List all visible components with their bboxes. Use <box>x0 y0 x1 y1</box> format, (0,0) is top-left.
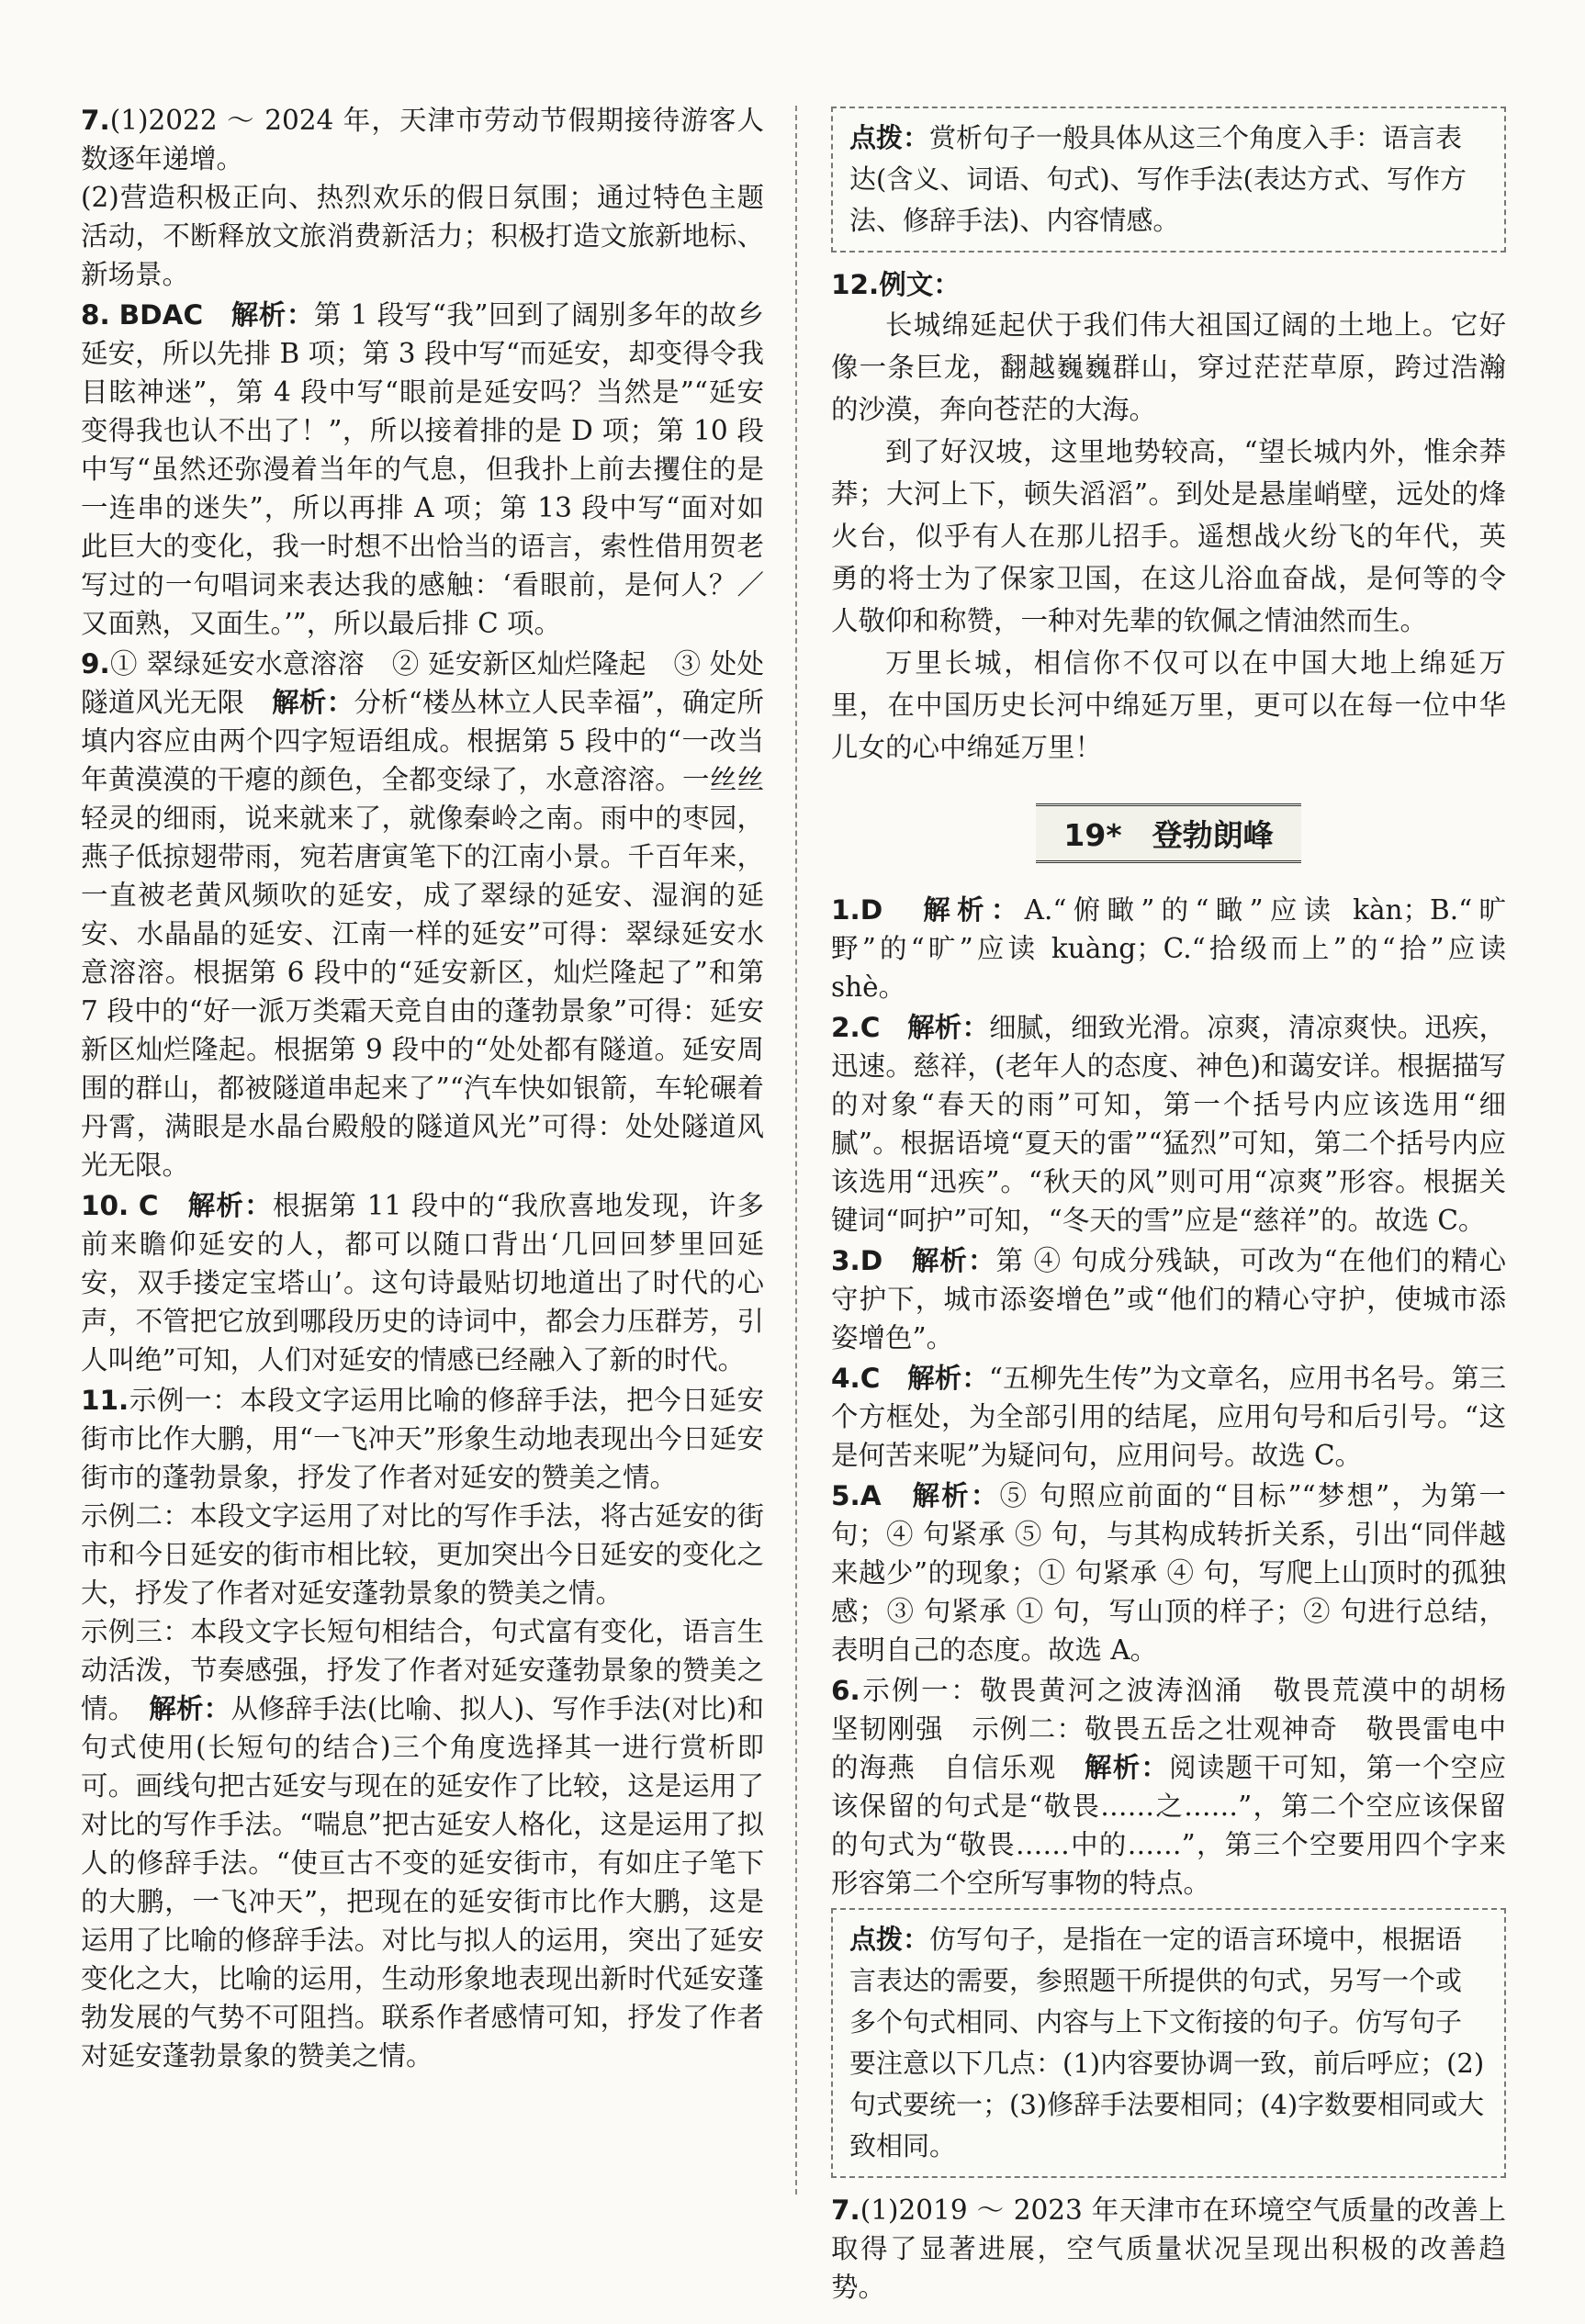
r4-analysis-label: 解析： <box>907 1363 989 1394</box>
r1-answer: D <box>860 894 883 926</box>
r3-number: 3. <box>831 1245 860 1276</box>
r3-analysis-label: 解析： <box>911 1245 996 1276</box>
q10-analysis: 根据第 11 段中的“我欣喜地发现，许多前来瞻仰延安的人，都可以随口背出‘几回回梦里回延安，双手搂定宝塔山’。这句诗最贴切地道出了时代的心声，不管把它放到哪段历史的诗词中，都会力压群芳，引人叫绝”可知，人们对延安的情感已经融入了新的时代。 <box>81 1190 764 1375</box>
q7-number: 7. <box>81 105 110 136</box>
r6-analysis-label: 解析： <box>1085 1752 1170 1783</box>
right-column <box>831 101 1534 2308</box>
q12-essay <box>831 304 1506 769</box>
q9-number: 9. <box>81 648 110 679</box>
answer-q11 <box>81 1381 764 2075</box>
left-column <box>81 101 764 2077</box>
answer-r3 <box>831 1241 1506 1357</box>
q11-example-2: 示例二：本段文字运用了对比的写作手法，将古延安的街市和今日延安的街市相比较，更加突出今日延安的变化之大，抒发了作者对延安蓬勃景象的赞美之情。 <box>81 1500 764 1609</box>
q11-number: 11. <box>81 1385 129 1416</box>
r1-number: 1. <box>831 894 860 926</box>
answer-r5 <box>831 1476 1506 1669</box>
r3-answer: D <box>860 1245 883 1276</box>
lesson-heading <box>831 803 1506 863</box>
answer-r2 <box>831 1008 1506 1240</box>
q11-example-3: 示例三：本段文字长短句相结合，句式富有变化，语言生动活泼，节奏感强，抒发了作者对延安蓬勃景象的赞美之情。 <box>81 1616 764 1724</box>
q7-part2: (2)营造积极正向、热烈欢乐的假日氛围；通过特色主题活动，不断释放文旅消费新活力；积极打造文旅新地标、新场景。 <box>81 182 764 290</box>
r3-analysis: 第 ④ 句成分残缺，可改为“在他们的精心守护下，城市添姿增色”或“他们的精心守护，使城市添姿增色”。 <box>831 1245 1506 1353</box>
tip1-text: 赏析句子一般具体从这三个角度入手：语言表达(含义、词语、句式)、写作手法(表达方式、写作方法、修辞手法)、内容情感。 <box>849 122 1467 236</box>
q9-answer: ① 翠绿延安水意溶溶 ② 延安新区灿烂隆起 ③ 处处隧道风光无限 <box>81 648 764 718</box>
r5-analysis-label: 解析： <box>912 1480 1000 1511</box>
q8-analysis: 第 1 段写“我”回到了阔别多年的故乡延安，所以先排 B 项；第 3 段中写“而延安，却变得令我目眩神迷”，第 4 段中写“眼前是延安吗？当然是”“延安变得我也认不出了！”，所以接着排的是 D 项；第 10 段中写“虽然还弥漫着当年的气息，但我扑上前去攫住的是一连串的迷失”，所以再排 A 项；第 13 段中写“面对如此巨大的变化，我一时想不出恰当的语言，索性借用贺老写过的一句唱词来表达我的感触：‘看眼前，是何人？／又面熟，又面生。’”，所以最后排 C 项。 <box>81 299 764 639</box>
answer-q7 <box>81 101 764 294</box>
r7-number: 7. <box>831 2195 860 2226</box>
r1-analysis-label: 解析： <box>923 894 1025 926</box>
tip2-text: 仿写句子，是指在一定的语言环境中，根据语言表达的需要，参照题干所提供的句式，另写一个或多个句式相同、内容与上下文衔接的句子。仿写句子要注意以下几点：(1)内容要协调一致，前后呼应；(2)句式要统一；(3)修辞手法要相同；(4)字数要相同或大致相同。 <box>849 1924 1485 2161</box>
r2-analysis: 细腻，细致光滑。凉爽，清凉爽快。迅疾，迅速。慈祥，(老年人的态度、神色)和蔼安详。根据描写的对象“春天的雨”可知，第一个括号内应该选用“细腻”。根据语境“夏天的雷”“猛烈”可知，第二个括号内应该选用“迅疾”。“秋天的风”则可用“凉爽”形容。根据关键词“呵护”可知，“冬天的雪”应是“慈祥”的。故选 C。 <box>831 1012 1506 1236</box>
r4-number: 4. <box>831 1363 860 1394</box>
r2-number: 2. <box>831 1012 860 1043</box>
r2-analysis-label: 解析： <box>907 1012 990 1043</box>
essay-paragraph: 长城绵延起伏于我们伟大祖国辽阔的土地上。它好像一条巨龙，翻越巍巍群山，穿过茫茫草原，跨过浩瀚的沙漠，奔向苍茫的大海。 <box>831 309 1506 425</box>
r5-answer: A <box>860 1480 882 1511</box>
q10-analysis-label: 解析： <box>187 1190 273 1221</box>
r6-number: 6. <box>831 1675 860 1706</box>
answer-q8 <box>81 296 764 643</box>
answer-r4 <box>831 1359 1506 1475</box>
column-divider <box>795 106 797 2195</box>
essay-paragraph: 到了好汉坡，这里地势较高，“望长城内外，惟余莽莽；大河上下，顿失滔滔”。到处是悬崖峭壁，远处的烽火台，似乎有人在那儿招手。遥想战火纷飞的年代，英勇的将士为了保家卫国，在这儿浴血奋战，是何等的令人敬仰和称赞，一种对先辈的钦佩之情油然而生。 <box>831 436 1506 636</box>
answer-r7 <box>831 2191 1506 2307</box>
r1-analysis: A.“俯瞰”的“瞰”应读 kàn；B.“旷野”的“旷”应读 kuàng；C.“拾级而上”的“拾”应读 shè。 <box>831 894 1506 1003</box>
q10-answer: C <box>138 1190 159 1221</box>
q11-example-1: 示例一：本段文字运用比喻的修辞手法，把今日延安街市比作大鹏，用“一飞冲天”形象生动地表现出今日延安街市的蓬勃景象，抒发了作者对延安的赞美之情。 <box>81 1385 764 1493</box>
tip-box-1 <box>831 107 1506 253</box>
r4-answer: C <box>860 1363 881 1394</box>
answer-r1 <box>831 891 1506 1006</box>
r6-answer: 示例一：敬畏黄河之波涛汹涌 敬畏荒漠中的胡杨 坚韧刚强 示例二：敬畏五岳之壮观神奇 敬畏雷电中的海燕 自信乐观 <box>831 1675 1534 1783</box>
answer-q10 <box>81 1186 764 1379</box>
lesson-title: 19* 登勃朗峰 <box>1036 803 1300 863</box>
q9-analysis: 分析“楼丛林立人民幸福”，确定所填内容应由两个四字短语组成。根据第 5 段中的“一改当年黄漠漠的干瘪的颜色，全都变绿了，水意溶溶。一丝丝轻灵的细雨，说来就来了，就像秦岭之南。雨中的枣园，燕子低掠翅带雨，宛若唐寅笔下的江南小景。千百年来，一直被老黄风频吹的延安，成了翠绿的延安、湿润的延安、水晶晶的延安、江南一样的延安”可得：翠绿延安水意溶溶。根据第 6 段中的“延安新区，灿烂隆起了”和第 7 段中的“好一派万类霜天竞自由的蓬勃景象”可得：延安新区灿烂隆起。根据第 9 段中的“处处都有隧道。延安周围的群山，都被隧道串起来了”“汽车快如银箭，车轮碾着丹霄，满眼是水晶台殿般的隧道风光”可得：处处隧道风光无限。 <box>81 687 764 1181</box>
tip2-label: 点拨： <box>849 1924 930 1955</box>
r7-text: (1)2019 ～ 2023 年天津市在环境空气质量的改善上取得了显著进展，空气质量状况呈现出积极的改善趋势。 <box>831 2195 1506 2303</box>
tip1-label: 点拨： <box>849 122 930 153</box>
q12-title: 例文： <box>879 269 961 300</box>
q10-number: 10. <box>81 1190 129 1221</box>
q8-number: 8. <box>81 299 110 331</box>
tip-box-2 <box>831 1908 1506 2178</box>
q8-analysis-label: 解析： <box>230 299 314 331</box>
r4-analysis: “五柳先生传”为文章名，应用书名号。第三个方框处，为全部引用的结尾，应用句号和后引号。“这是何苦来呢”为疑问句，应用问号。故选 C。 <box>831 1363 1506 1471</box>
r5-analysis: ⑤ 句照应前面的“目标”“梦想”，为第一句；④ 句紧承 ⑤ 句，与其构成转折关系，引出“同伴越来越少”的现象；① 句紧承 ④ 句，写爬上山顶时的孤独感；③ 句紧承 ① 句，写山顶的样子；② 句进行总结，表明自己的态度。故选 A。 <box>831 1480 1506 1666</box>
q11-analysis-label: 解析： <box>149 1693 231 1724</box>
q7-part1: (1)2022 ～ 2024 年，天津市劳动节假期接待游客人数逐年递增。 <box>81 105 764 174</box>
answer-q9 <box>81 645 764 1184</box>
answer-r6 <box>831 1671 1534 1903</box>
r6-analysis: 阅读题干可知，第一个空应该保留的句式是“敬畏……之……”，第二个空应该保留的句式为“敬畏……中的……”，第三个空要用四个字来形容第二个空所写事物的特点。 <box>831 1752 1506 1899</box>
r2-answer: C <box>860 1012 881 1043</box>
essay-paragraph: 万里长城，相信你不仅可以在中国大地上绵延万里，在中国历史长河中绵延万里，更可以在每一位中华儿女的心中绵延万里！ <box>831 647 1506 763</box>
q9-analysis-label: 解析： <box>272 687 354 718</box>
answer-q12 <box>831 265 1506 769</box>
q11-analysis: 从修辞手法(比喻、拟人)、写作手法(对比)和句式使用(长短句的结合)三个角度选择其一进行赏析即可。画线句把古延安与现在的延安作了比较，这是运用了对比的写作手法。“喘息”把古延安人格化，这是运用了拟人的修辞手法。“使亘古不变的延安街市，有如庄子笔下的大鹏，一飞冲天”，把现在的延安街市比作大鹏，这是运用了比喻的修辞手法。对比与拟人的运用，突出了延安变化之大，比喻的运用，生动形象地表现出新时代延安蓬勃发展的气势不可阻挡。联系作者感情可知，抒发了作者对延安蓬勃景象的赞美之情。 <box>81 1693 764 2071</box>
q8-answer: BDAC <box>118 299 204 331</box>
q12-number: 12. <box>831 269 880 300</box>
r5-number: 5. <box>831 1480 860 1511</box>
